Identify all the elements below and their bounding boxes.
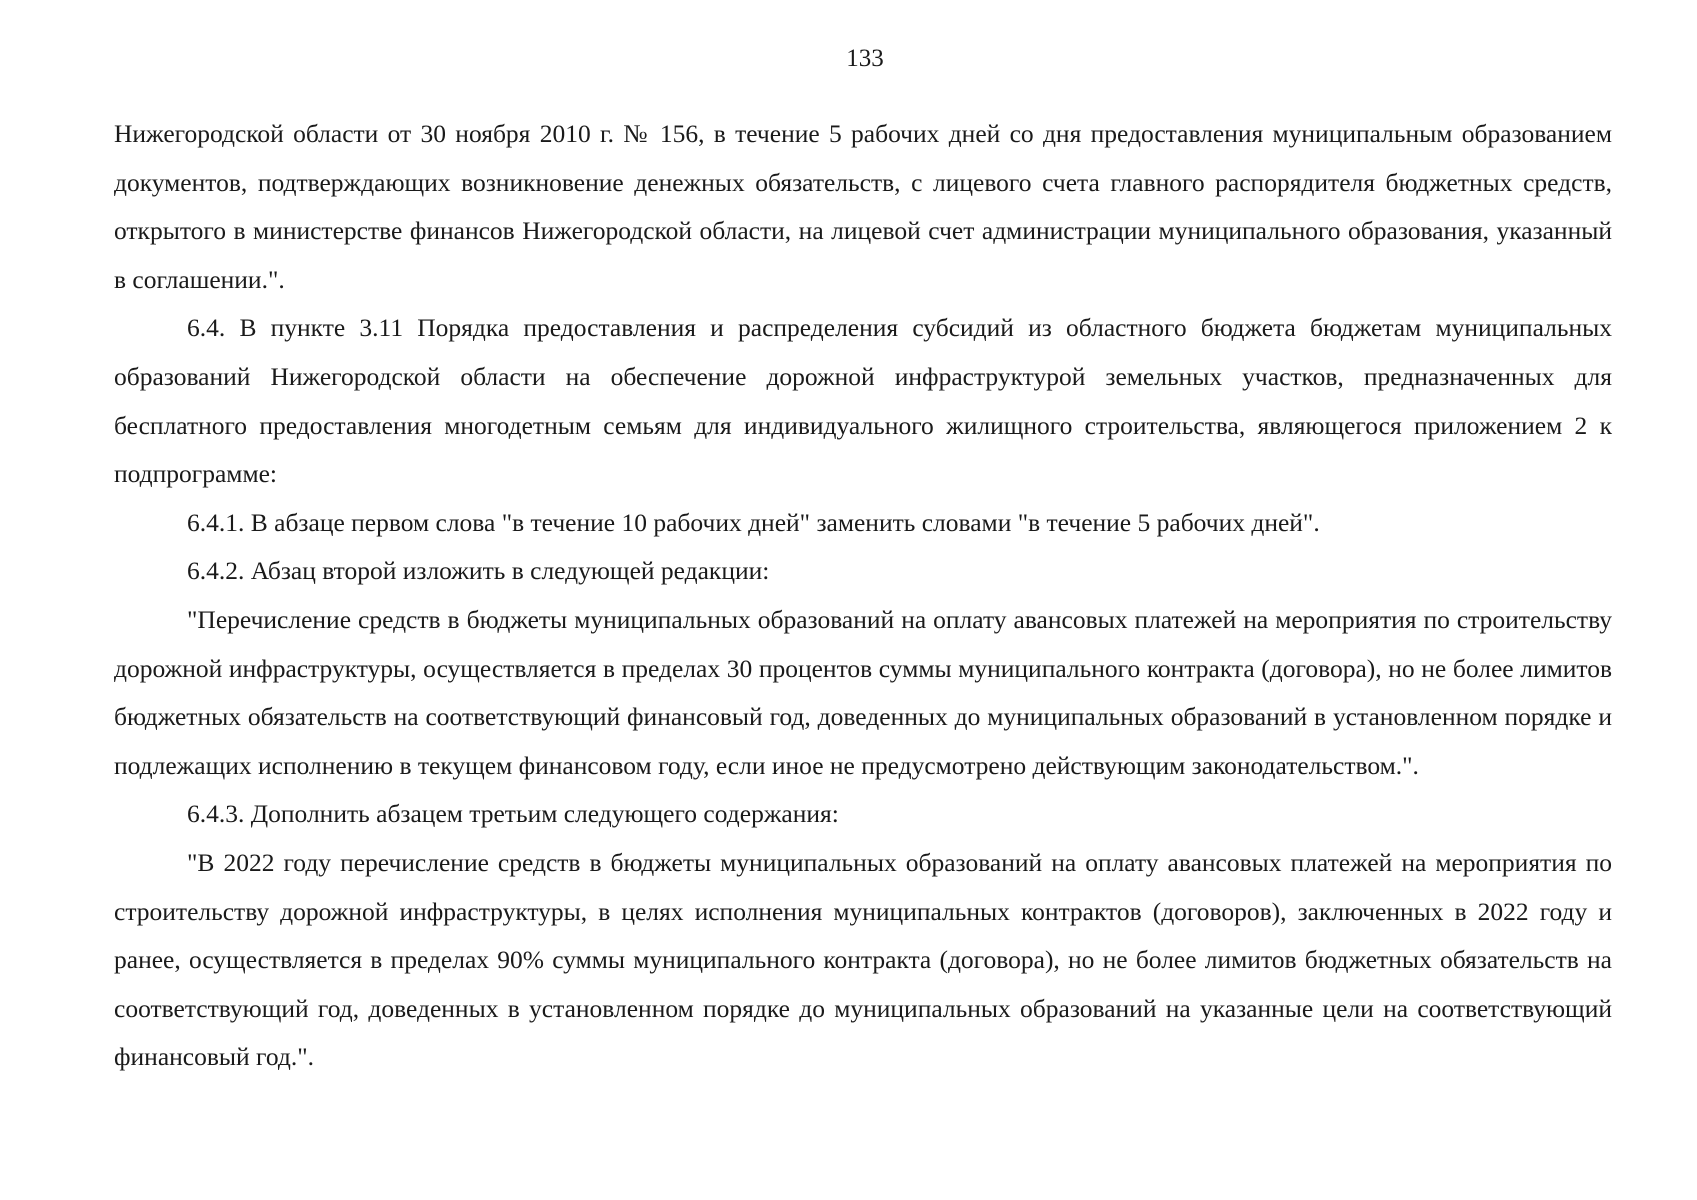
paragraph-quote-2: "В 2022 году перечисление средств в бюджеты муниципальных образований на оплату авансовых платежей на мероприятия по строительству дорожной инфраструктуры, в целях исполнения муниципальных контрактов (договоров), заключенных в 2022 году и ранее, осуществляется в пределах 90% суммы муниципального контракта (договора), но не более лимитов бюджетных обязательств на соответствующий год, доведенных в установленном порядке до муниципальных образований на указанные цели на соответствующий финансовый год.". xyxy=(114,847,1612,1072)
paragraph-continuation: Нижегородской области от 30 ноября 2010 г. № 156, в течение 5 рабочих дней со дня предоставления муниципальным образованием документов, подтверждающих возникновение денежных обязательств, с лицевого счета главного распорядителя бюджетных средств, открытого в министерстве финансов Нижегородской области, на лицевой счет администрации муниципального образования, указанный в соглашении.". xyxy=(114,119,1612,294)
document-body xyxy=(114,110,1612,1082)
paragraph-quote-1: "Перечисление средств в бюджеты муниципальных образований на оплату авансовых платежей на мероприятия по строительству дорожной инфраструктуры, осуществляется в пределах 30 процентов суммы муниципального контракта (договора), но не более лимитов бюджетных обязательств на соответствующий финансовый год, доведенных до муниципальных образований в установленном порядке и подлежащих исполнению в текущем финансовом году, если иное не предусмотрено действующим законодательством.". xyxy=(114,604,1612,780)
page-number: 133 xyxy=(846,45,884,72)
paragraph-6-4: 6.4. В пункте 3.11 Порядка предоставления и распределения субсидий из областного бюджета бюджетам муниципальных образований Нижегородской области на обеспечение дорожной инфраструктурой земельных участков, предназначенных для бесплатного предоставления многодетным семьям для индивидуального жилищного строительства, являющегося приложением 2 к подпрограмме: xyxy=(114,313,1612,489)
paragraph-6-4-2: 6.4.2. Абзац второй изложить в следующей редакции: xyxy=(187,556,770,586)
paragraph-6-4-1: 6.4.1. В абзаце первом слова "в течение 10 рабочих дней" заменить словами "в течение 5 рабочих дней". xyxy=(187,507,1320,537)
paragraph-6-4-3: 6.4.3. Дополнить абзацем третьим следующего содержания: xyxy=(187,799,839,829)
